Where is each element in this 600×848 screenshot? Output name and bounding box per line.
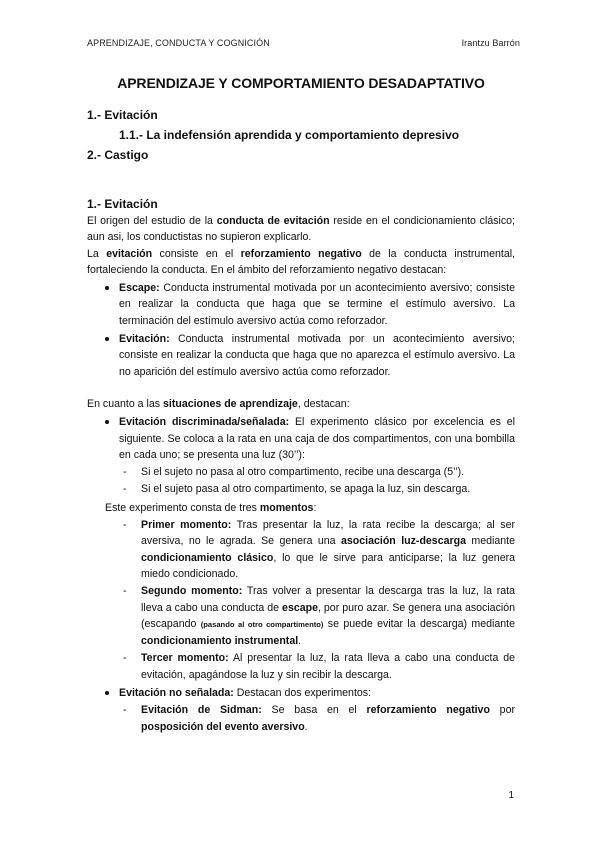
document-title: APRENDIZAJE Y COMPORTAMIENTO DESADAPTATIVO <box>117 75 485 91</box>
momentos-intro: Este experimento consta de tres momentos: <box>105 501 317 514</box>
dash-item-tercer-momento: - Tercer momento: Al presentar la luz, la rata lleva a cabo una conducta de evitación, apagándose la luz y sin recibir la descarga. <box>87 650 515 683</box>
no-senalada-list <box>87 685 515 701</box>
dash-item-no-pasa: - Si el sujeto no pasa al otro compartimento, recibe una descarga (5’’). <box>87 464 515 480</box>
page-number: 1 <box>508 790 514 801</box>
document-body <box>87 105 515 735</box>
no-senalada-experiments-list <box>87 702 515 735</box>
running-header-left: APRENDIZAJE, CONDUCTA Y COGNICIÓN <box>87 38 270 48</box>
dash-item-sidman: - Evitación de Sidman: Se basa en el reforzamiento negativo por posposición del evento aversivo. <box>87 702 515 735</box>
experiment-outcomes-list <box>87 464 515 498</box>
list-item-evitacion: Evitación: Conducta instrumental motivada por un acontecimiento aversivo; consiste en realizar la conducta que haga que no aparezca el estímulo aversivo. La no aparición del estímulo aversivo actúa como reforzador. <box>87 331 515 380</box>
dash-item-segundo-momento: - Segundo momento: Tras volver a presentar la descarga tras la luz, la rata lleva a cabo una conducta de escape, por puro azar. Se genera una asociación (escapando (pasando al otro compartimento) se puede evitar la descarga) mediante condicionamiento instrumental. <box>87 583 515 649</box>
toc-item-castigo: 2.- Castigo <box>87 148 149 162</box>
reforzamiento-list <box>87 280 515 380</box>
section-heading-evitacion: 1.- Evitación <box>87 197 158 211</box>
list-item-escape: Escape: Conducta instrumental motivada por un acontecimiento aversivo; consiste en realizar la conducta que haga que se termine el estímulo aversivo. La terminación del estímulo aversivo actúa como reforzador. <box>87 280 515 329</box>
momentos-list <box>87 517 515 683</box>
paragraph-origen: El origen del estudio de la conducta de evitación reside en el condicionamiento clásico; aun asi, los conductistas no supieron explicarlo. <box>87 215 516 244</box>
paragraph-evitacion-definicion: La evitación consiste en el reforzamiento negativo de la conducta instrumental, fortaleciendo la conducta. En el ámbito del reforzamiento negativo destacan: <box>87 247 516 276</box>
toc-item-indefension: 1.1.- La indefensión aprendida y comportamiento depresivo <box>119 128 460 142</box>
dash-item-pasa: - Si el sujeto pasa al otro compartimento, se apaga la luz, sin descarga. <box>87 481 515 497</box>
paragraph-situaciones: En cuanto a las situaciones de aprendizaje, destacan: <box>87 397 350 410</box>
dash-item-primer-momento: - Primer momento: Tras presentar la luz, la rata recibe la descarga; al ser aversiva, no le agrada. Se genera una asociación luz-descarga mediante condicionamiento clásico, lo que le sirve para anticiparse; la luz genera miedo condicionado. <box>87 517 515 582</box>
running-header-right: Irantzu Barrón <box>461 38 520 48</box>
list-item-evitacion-no-senalada: Evitación no señalada: Destacan dos experimentos: <box>87 685 515 701</box>
situaciones-list <box>87 414 515 463</box>
list-item-evitacion-discriminada: Evitación discriminada/señalada: El experimento clásico por excelencia es el siguiente. Se coloca a la rata en una caja de dos compartimentos, con una bombilla en cada uno; se presenta una luz (30’’): <box>87 414 515 463</box>
toc-item-evitacion: 1.- Evitación <box>87 108 158 122</box>
